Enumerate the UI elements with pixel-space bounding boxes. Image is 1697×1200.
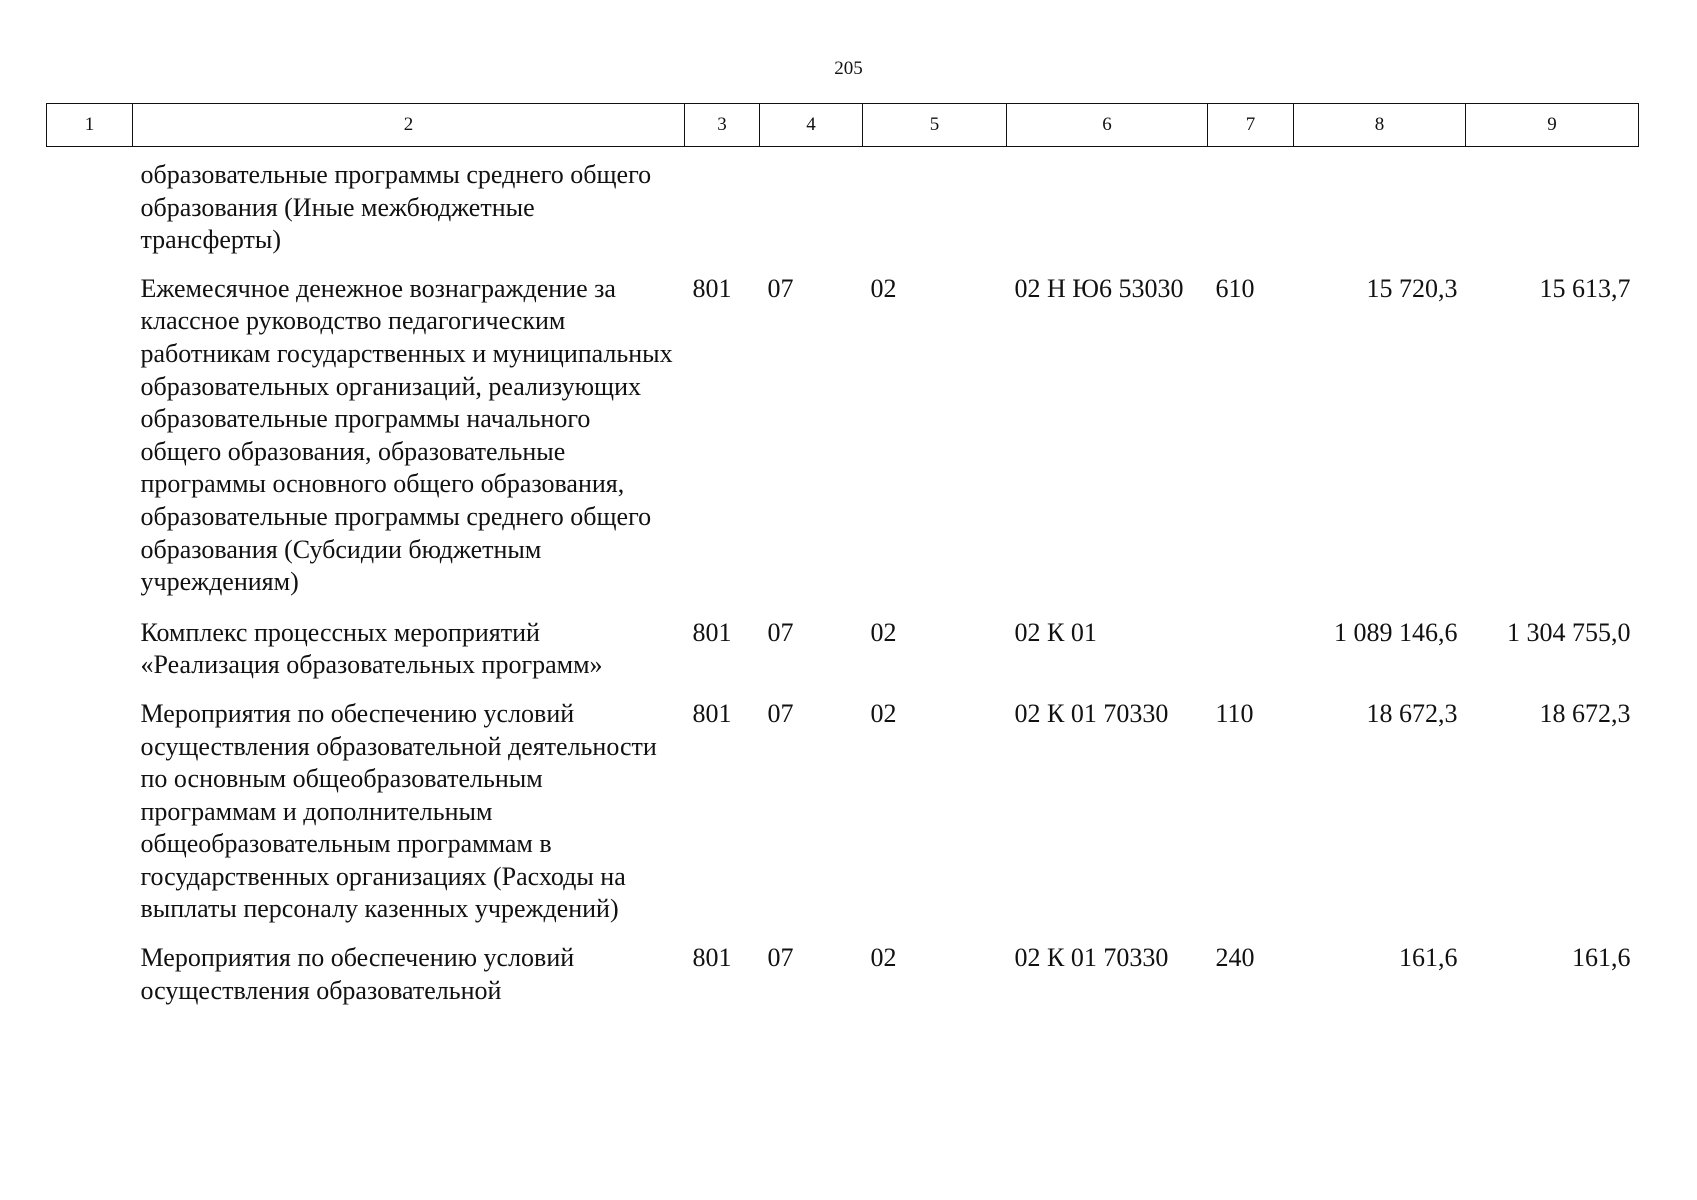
target-article-code	[1007, 147, 1208, 273]
row-number-cell	[47, 273, 133, 617]
expense-type-code: 110	[1215, 698, 1254, 728]
table-row	[47, 942, 1639, 1023]
ministry-code: 801	[692, 273, 732, 303]
amount-column-8: 1 089 146,6	[1334, 617, 1458, 647]
amount-column-8: 18 672,3	[1366, 698, 1458, 728]
amount-column-8: 161,6	[1399, 943, 1458, 973]
amount-column-9: 18 672,3	[1539, 698, 1631, 728]
table-row	[47, 147, 1639, 273]
column-header-2: 2	[133, 104, 685, 147]
row-number-cell	[47, 698, 133, 942]
expense-type-code	[1208, 617, 1294, 698]
row-number-cell	[47, 942, 133, 1023]
column-header-6: 6	[1007, 104, 1208, 147]
subsection-code: 02	[870, 273, 897, 303]
column-header-1: 1	[47, 104, 133, 147]
expense-type-code: 610	[1215, 273, 1255, 303]
row-description: Мероприятия по обеспечению условий осуществления образовательной	[140, 943, 575, 1005]
amount-column-8: 15 720,3	[1366, 273, 1458, 303]
page-number: 205	[834, 58, 863, 79]
section-code	[760, 147, 863, 273]
expense-type-code	[1208, 147, 1294, 273]
subsection-code: 02	[870, 943, 897, 973]
table-row	[47, 273, 1639, 617]
column-header-8: 8	[1294, 104, 1466, 147]
table-row	[47, 617, 1639, 698]
row-description: Мероприятия по обеспечению условий осуществления образовательной деятельности по основным общеобразовательным программам и дополнительным общеобразовательным программам в государственных организациях (Расходы на выплаты персоналу казенных учреждений)	[140, 698, 657, 924]
subsection-code: 02	[870, 617, 897, 647]
ministry-code: 801	[692, 617, 732, 647]
target-article-code: 02 К 01 70330	[1014, 943, 1169, 973]
amount-column-9: 1 304 755,0	[1507, 617, 1631, 647]
expense-type-code: 240	[1215, 943, 1255, 973]
amount-column-9	[1466, 147, 1639, 273]
row-description: Ежемесячное денежное вознаграждение за классное руководство педагогическим работникам государственных и муниципальных образовательных организаций, реализующих образовательные программы начального общего образования, образовательные программы основного общего образования, образовательные программы среднего общего образования (Субсидии бюджетным учреждениям)	[140, 273, 673, 597]
subsection-code	[863, 147, 1007, 273]
column-header-9: 9	[1466, 104, 1639, 147]
section-code: 07	[767, 617, 794, 647]
amount-column-9: 15 613,7	[1539, 273, 1631, 303]
budget-table	[46, 103, 1639, 1023]
column-number-row	[47, 104, 1639, 147]
section-code: 07	[767, 698, 794, 728]
ministry-code: 801	[692, 943, 732, 973]
target-article-code: 02 К 01 70330	[1014, 698, 1169, 728]
amount-column-9: 161,6	[1572, 943, 1631, 973]
column-header-7: 7	[1208, 104, 1294, 147]
ministry-code: 801	[692, 698, 732, 728]
section-code: 07	[767, 273, 794, 303]
row-number-cell	[47, 617, 133, 698]
column-header-5: 5	[863, 104, 1007, 147]
row-number-cell	[47, 147, 133, 273]
row-description: образовательные программы среднего общего образования (Иные межбюджетные трансферты)	[140, 160, 652, 255]
target-article-code: 02 Н Ю6 53030	[1014, 273, 1184, 303]
row-description: Комплекс процессных мероприятий «Реализация образовательных программ»	[140, 617, 603, 680]
target-article-code: 02 К 01	[1014, 617, 1097, 647]
column-header-3: 3	[685, 104, 760, 147]
subsection-code: 02	[870, 698, 897, 728]
amount-column-8	[1294, 147, 1466, 273]
section-code: 07	[767, 943, 794, 973]
table-row	[47, 698, 1639, 942]
column-header-4: 4	[760, 104, 863, 147]
ministry-code	[685, 147, 760, 273]
